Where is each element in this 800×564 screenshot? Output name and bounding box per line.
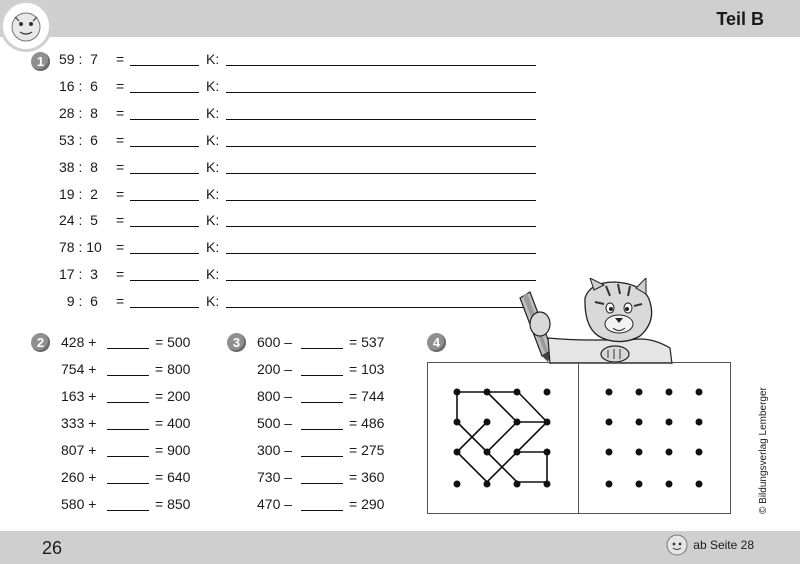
missing-number-blank[interactable] [107, 483, 149, 484]
term-left: 300 – [257, 442, 293, 458]
result: = 103 [349, 361, 385, 377]
answer-blank[interactable] [130, 307, 199, 308]
result: = 290 [349, 496, 385, 512]
check-blank[interactable] [226, 92, 536, 93]
term-left: 470 – [257, 496, 293, 512]
check-label: K: [206, 131, 220, 148]
answer-blank[interactable] [130, 253, 199, 254]
dot-pattern-figure [427, 362, 731, 514]
missing-number-blank[interactable] [301, 375, 343, 376]
missing-number-blank[interactable] [301, 348, 343, 349]
missing-number-blank[interactable] [301, 402, 343, 403]
check-label: K: [206, 212, 220, 229]
result: = 360 [349, 469, 385, 485]
copyright-note: © Bildungsverlag Lemberger [758, 387, 769, 514]
division-expression: 53 : 6 [59, 131, 98, 148]
missing-number-blank[interactable] [301, 456, 343, 457]
subtraction-row [257, 442, 407, 460]
equals-sign: = [116, 185, 125, 202]
addition-row [61, 496, 211, 514]
answer-blank[interactable] [130, 226, 199, 227]
division-expression: 16 : 6 [59, 77, 98, 94]
result: = 500 [155, 334, 191, 350]
missing-number-blank[interactable] [301, 510, 343, 511]
check-label: K: [206, 158, 220, 175]
result: = 486 [349, 415, 385, 431]
header-bar [0, 0, 800, 37]
answer-blank[interactable] [130, 146, 199, 147]
division-expression: 19 : 2 [59, 185, 98, 202]
book-reference-icon [666, 534, 688, 556]
missing-number-blank[interactable] [301, 483, 343, 484]
missing-number-blank[interactable] [107, 375, 149, 376]
addition-row [61, 334, 211, 352]
subtraction-row [257, 334, 407, 352]
missing-number-blank[interactable] [107, 348, 149, 349]
term-left: 200 – [257, 361, 293, 377]
pattern-lines [457, 392, 547, 482]
addition-row [61, 388, 211, 406]
exercise-2-badge: 2 [31, 333, 50, 352]
division-expression: 78 : 10 [59, 239, 102, 256]
tiger-mascot-illustration [510, 278, 685, 364]
check-label: K: [206, 104, 220, 121]
check-blank[interactable] [226, 226, 536, 227]
term-left: 333 + [61, 415, 97, 431]
check-blank[interactable] [226, 280, 536, 281]
exercise-1-badge: 1 [31, 52, 50, 71]
check-blank[interactable] [226, 253, 536, 254]
check-blank[interactable] [226, 146, 536, 147]
answer-blank[interactable] [130, 65, 199, 66]
subtraction-row [257, 388, 407, 406]
missing-number-blank[interactable] [301, 429, 343, 430]
result: = 744 [349, 388, 385, 404]
page-reference-text: ab Seite 28 [693, 538, 754, 552]
missing-number-blank[interactable] [107, 402, 149, 403]
check-label: K: [206, 293, 220, 310]
check-label: K: [206, 266, 220, 283]
term-left: 163 + [61, 388, 97, 404]
equals-sign: = [116, 77, 125, 94]
exercise-4-badge: 4 [427, 333, 446, 352]
missing-number-blank[interactable] [107, 456, 149, 457]
equals-sign: = [116, 239, 125, 256]
missing-number-blank[interactable] [107, 510, 149, 511]
equals-sign: = [116, 266, 125, 283]
addition-row [61, 469, 211, 487]
page-title: Teil B [716, 9, 764, 29]
answer-blank[interactable] [130, 280, 199, 281]
equals-sign: = [116, 131, 125, 148]
check-label: K: [206, 77, 220, 94]
answer-blank[interactable] [130, 92, 199, 93]
addition-row [61, 442, 211, 460]
subtraction-row [257, 469, 407, 487]
result: = 400 [155, 415, 191, 431]
page-number: 26 [42, 538, 63, 558]
equals-sign: = [116, 212, 125, 229]
result: = 900 [155, 442, 191, 458]
check-label: K: [206, 185, 220, 202]
term-left: 428 + [61, 334, 97, 350]
term-left: 807 + [61, 442, 97, 458]
page-reference [666, 534, 754, 556]
answer-blank[interactable] [130, 119, 199, 120]
answer-blank[interactable] [130, 173, 199, 174]
term-left: 754 + [61, 361, 97, 377]
equals-sign: = [116, 293, 125, 310]
check-blank[interactable] [226, 65, 536, 66]
subtraction-row [257, 415, 407, 433]
result: = 800 [155, 361, 191, 377]
term-left: 730 – [257, 469, 293, 485]
right-dot-grid [606, 389, 703, 488]
subtraction-row [257, 361, 407, 379]
check-label: K: [206, 51, 220, 67]
division-expression: 59 : 7 [59, 51, 98, 67]
term-left: 580 + [61, 496, 97, 512]
check-blank[interactable] [226, 173, 536, 174]
division-expression: 38 : 8 [59, 158, 98, 175]
division-expression: 24 : 5 [59, 212, 98, 229]
result: = 640 [155, 469, 191, 485]
exercise-3-badge: 3 [227, 333, 246, 352]
result: = 537 [349, 334, 385, 350]
addition-row [61, 361, 211, 379]
result: = 200 [155, 388, 191, 404]
equals-sign: = [116, 51, 125, 67]
check-blank[interactable] [226, 307, 536, 308]
result: = 275 [349, 442, 385, 458]
answer-blank[interactable] [130, 200, 199, 201]
equals-sign: = [116, 104, 125, 121]
check-blank[interactable] [226, 119, 536, 120]
check-blank[interactable] [226, 200, 536, 201]
result: = 850 [155, 496, 191, 512]
term-left: 800 – [257, 388, 293, 404]
addition-row [61, 415, 211, 433]
equals-sign: = [116, 158, 125, 175]
term-left: 500 – [257, 415, 293, 431]
missing-number-blank[interactable] [107, 429, 149, 430]
term-left: 600 – [257, 334, 293, 350]
division-expression: 28 : 8 [59, 104, 98, 121]
division-expression: 9 : 6 [59, 293, 98, 310]
division-expression: 17 : 3 [59, 266, 98, 283]
tiger-logo-icon [0, 0, 52, 52]
subtraction-row [257, 496, 407, 514]
term-left: 260 + [61, 469, 97, 485]
check-label: K: [206, 239, 220, 256]
